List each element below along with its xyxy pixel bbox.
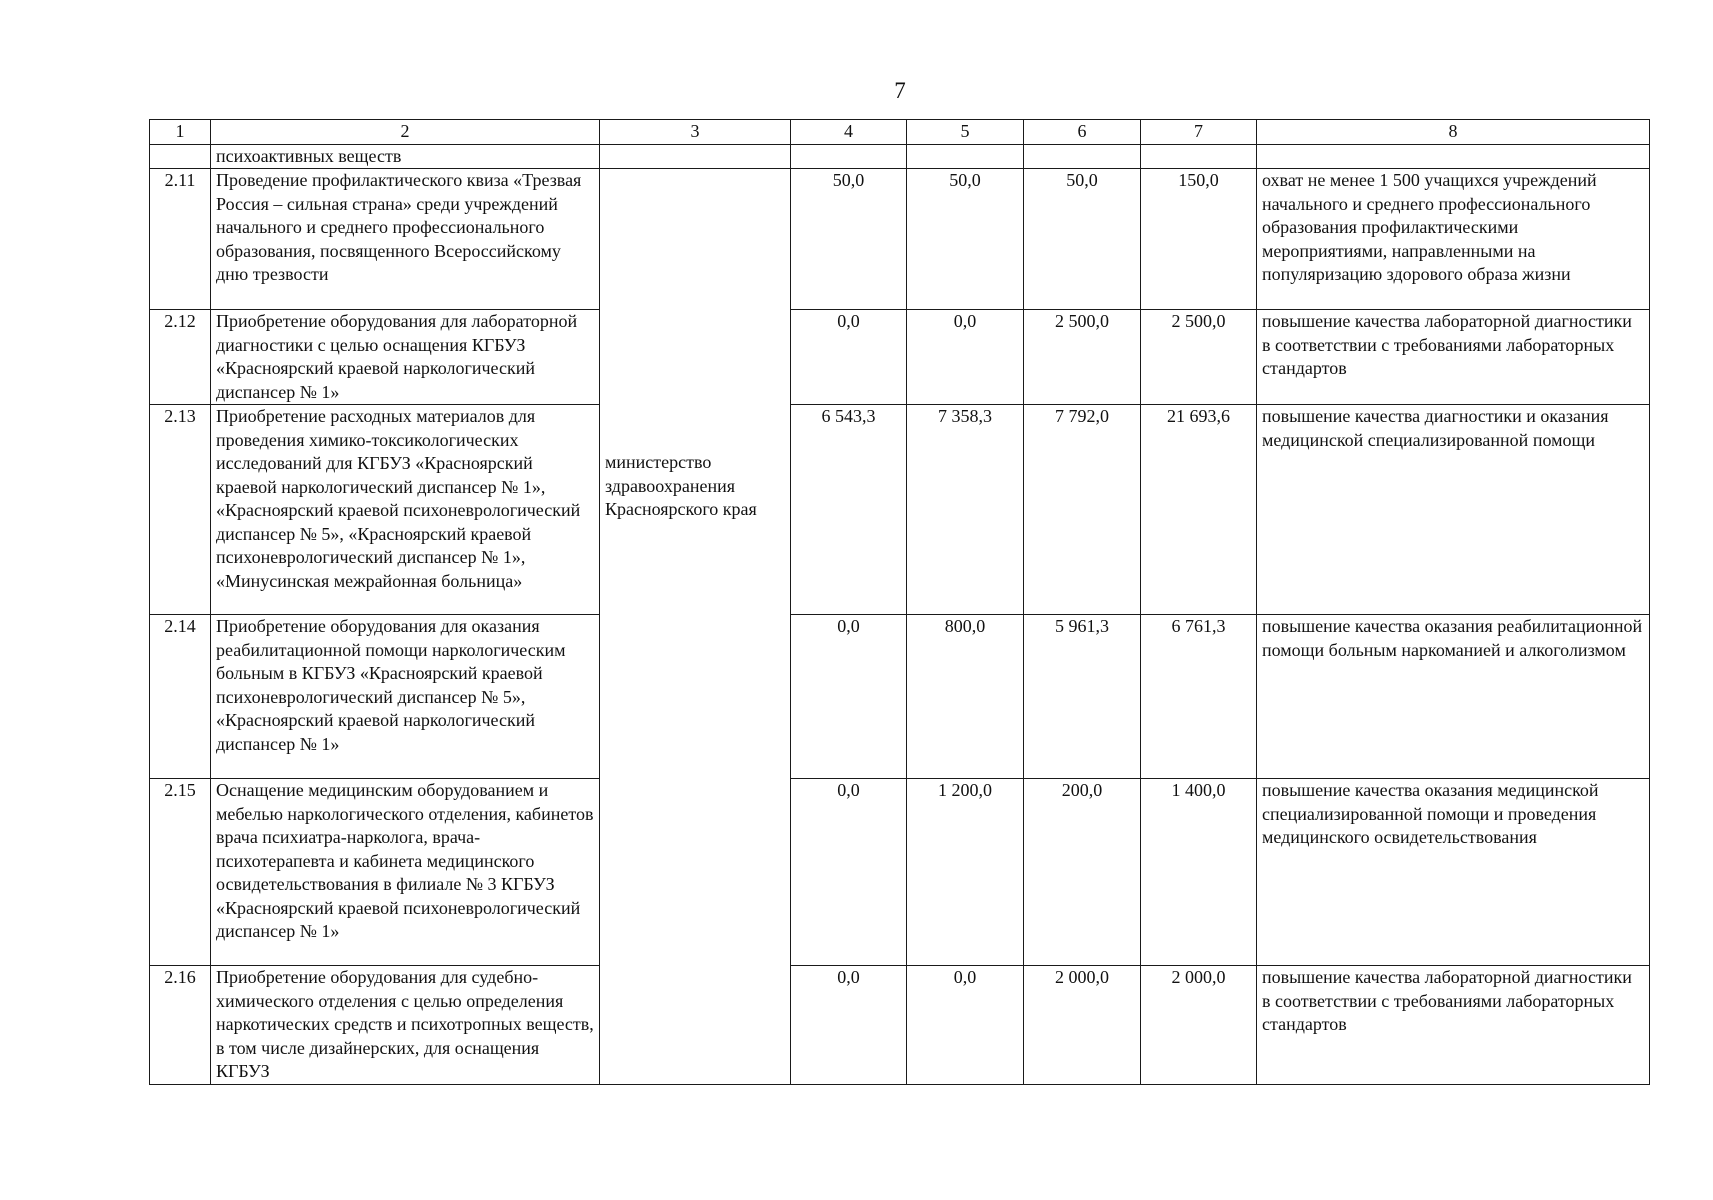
page-number: 7 bbox=[894, 78, 906, 103]
column-header-1: 1 bbox=[150, 120, 211, 145]
row-number: 2.16 bbox=[150, 966, 211, 1085]
value-col-4: 50,0 bbox=[791, 169, 907, 310]
value-col-5: 800,0 bbox=[907, 615, 1024, 779]
value-col-5: 1 200,0 bbox=[907, 779, 1024, 966]
value-col-6: 200,0 bbox=[1024, 779, 1141, 966]
value-col-5: 7 358,3 bbox=[907, 405, 1024, 615]
expected-result: повышение качества лабораторной диагностики в соответствии с требованиями лабораторных стандартов bbox=[1257, 966, 1650, 1085]
row-number: 2.15 bbox=[150, 779, 211, 966]
value-col-4: 0,0 bbox=[791, 615, 907, 779]
column-header-2: 2 bbox=[211, 120, 600, 145]
value-col-7: 21 693,6 bbox=[1141, 405, 1257, 615]
table-row bbox=[150, 615, 1650, 779]
row-number: 2.14 bbox=[150, 615, 211, 779]
measure-description: Проведение профилактического квиза «Трезвая Россия – сильная страна» среди учреждений начального и среднего профессионального образования, посвященного Всероссийскому дню трезвости bbox=[211, 169, 600, 310]
value-col-6: 2 500,0 bbox=[1024, 310, 1141, 405]
value-col-6: 7 792,0 bbox=[1024, 405, 1141, 615]
measure-description: Приобретение оборудования для оказания реабилитационной помощи наркологическим больным в КГБУЗ «Красноярский краевой психоневрологический диспансер № 5», «Красноярский краевой наркологический диспансер № 1» bbox=[211, 615, 600, 779]
continuation-responsible-cell bbox=[600, 144, 791, 169]
value-col-4: 0,0 bbox=[791, 966, 907, 1085]
row-number: 2.13 bbox=[150, 405, 211, 615]
value-col-4: 0,0 bbox=[791, 310, 907, 405]
continuation-num-cell bbox=[150, 144, 211, 169]
row-number: 2.11 bbox=[150, 169, 211, 310]
value-col-5: 0,0 bbox=[907, 310, 1024, 405]
column-header-4: 4 bbox=[791, 120, 907, 145]
value-col-4: 6 543,3 bbox=[791, 405, 907, 615]
measure-description: Приобретение оборудования для судебно-химического отделения с целью определения наркотических средств и психотропных веществ, в том числе дизайнерских, для оснащения КГБУЗ bbox=[211, 966, 600, 1085]
table-row bbox=[150, 966, 1650, 1085]
value-col-7: 6 761,3 bbox=[1141, 615, 1257, 779]
value-col-4: 0,0 bbox=[791, 779, 907, 966]
column-header-6: 6 bbox=[1024, 120, 1141, 145]
value-col-7: 2 000,0 bbox=[1141, 966, 1257, 1085]
continuation-cell-8 bbox=[1257, 144, 1650, 169]
expected-result: повышение качества диагностики и оказания медицинской специализированной помощи bbox=[1257, 405, 1650, 615]
value-col-5: 50,0 bbox=[907, 169, 1024, 310]
expected-result: повышение качества оказания реабилитационной помощи больным наркоманией и алкоголизмом bbox=[1257, 615, 1650, 779]
column-header-5: 5 bbox=[907, 120, 1024, 145]
measure-description: Оснащение медицинским оборудованием и мебелью наркологического отделения, кабинетов врача психиатра-нарколога, врача-психотерапевта и кабинета медицинского освидетельствования в филиале № 3 КГБУЗ «Красноярский краевой психоневрологический диспансер № 1» bbox=[211, 779, 600, 966]
continuation-cell-4 bbox=[791, 144, 907, 169]
expected-result: охват не менее 1 500 учащихся учреждений начального и среднего профессионального образования профилактическими мероприятиями, направленными на популяризацию здорового образа жизни bbox=[1257, 169, 1650, 310]
expected-result: повышение качества лабораторной диагностики в соответствии с требованиями лабораторных стандартов bbox=[1257, 310, 1650, 405]
continuation-cell-5 bbox=[907, 144, 1024, 169]
value-col-6: 2 000,0 bbox=[1024, 966, 1141, 1085]
value-col-7: 150,0 bbox=[1141, 169, 1257, 310]
value-col-6: 5 961,3 bbox=[1024, 615, 1141, 779]
value-col-7: 2 500,0 bbox=[1141, 310, 1257, 405]
responsible-executor-text: министерство здравоохранения Красноярского края bbox=[605, 452, 757, 519]
column-number-header-row bbox=[150, 120, 1650, 145]
responsible-executor bbox=[600, 169, 791, 1085]
continuation-text: психоактивных веществ bbox=[211, 144, 600, 169]
measure-description: Приобретение расходных материалов для проведения химико-токсикологических исследований для КГБУЗ «Красноярский краевой наркологический диспансер № 1», «Красноярский краевой психоневрологический диспансер № 5», «Красноярский краевой психоневрологический диспансер № 1», «Минусинская межрайонная больница» bbox=[211, 405, 600, 615]
measure-description: Приобретение оборудования для лабораторной диагностики с целью оснащения КГБУЗ «Красноярский краевой наркологический диспансер № 1» bbox=[211, 310, 600, 405]
column-header-3: 3 bbox=[600, 120, 791, 145]
table-row bbox=[150, 779, 1650, 966]
continuation-row bbox=[150, 144, 1650, 169]
continuation-cell-7 bbox=[1141, 144, 1257, 169]
continuation-cell-6 bbox=[1024, 144, 1141, 169]
value-col-6: 50,0 bbox=[1024, 169, 1141, 310]
column-header-8: 8 bbox=[1257, 120, 1650, 145]
value-col-5: 0,0 bbox=[907, 966, 1024, 1085]
table-row bbox=[150, 405, 1650, 615]
table-row bbox=[150, 169, 1650, 310]
column-header-7: 7 bbox=[1141, 120, 1257, 145]
table-row bbox=[150, 310, 1650, 405]
expected-result: повышение качества оказания медицинской специализированной помощи и проведения медицинского освидетельствования bbox=[1257, 779, 1650, 966]
value-col-7: 1 400,0 bbox=[1141, 779, 1257, 966]
row-number: 2.12 bbox=[150, 310, 211, 405]
program-measures-table bbox=[149, 119, 1650, 1085]
